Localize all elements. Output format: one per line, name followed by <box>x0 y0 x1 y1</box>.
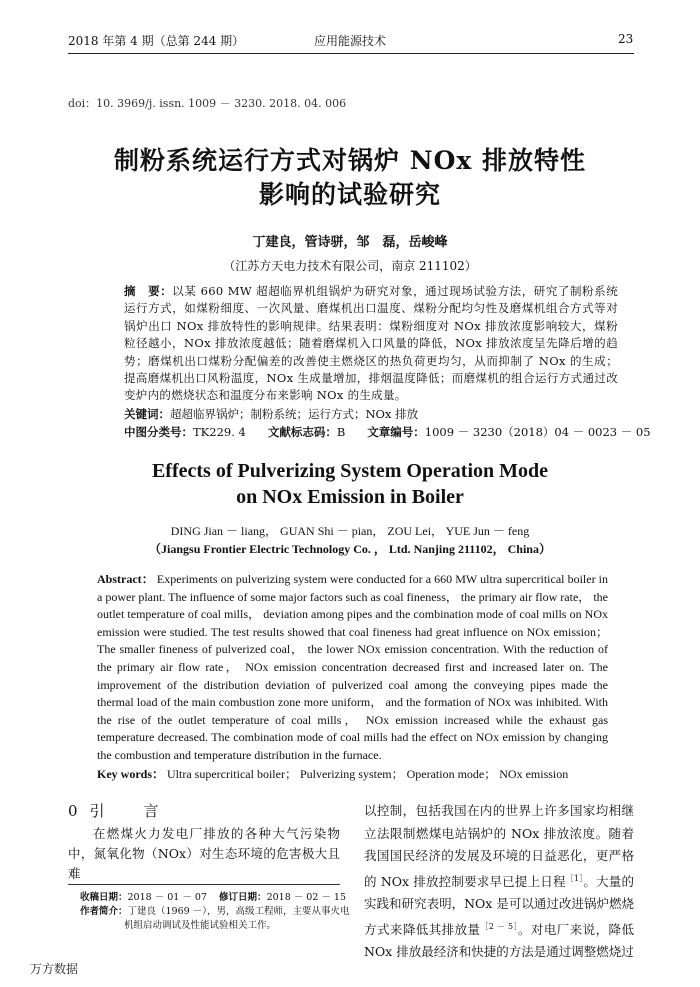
header-journal: 应用能源技术 <box>313 34 386 48</box>
revised-label: 修订日期： <box>219 892 267 903</box>
body-left-column <box>68 824 340 884</box>
received-date: 2018 － 01 － 07 <box>127 892 207 903</box>
section-heading <box>68 800 171 821</box>
keywords-en <box>97 765 617 782</box>
title-cn-line-1: 制粉系统运行方式对锅炉 NOx 排放特性 <box>114 146 586 175</box>
citation-ref-1: ［1］ <box>565 873 584 883</box>
clc-label: 中图分类号： <box>124 425 193 439</box>
doi: doi：10. 3969/j. issn. 1009 － 3230. 2018. 04. 006 <box>68 97 347 110</box>
footnote-dates <box>80 891 350 905</box>
doc-code-label: 文献标志码： <box>267 425 337 439</box>
keywords-cn-label: 关键词： <box>124 407 170 421</box>
received-label: 收稿日期： <box>80 892 128 903</box>
keywords-en-text: Ultra supercritical boiler； Pulverizing system； Operation mode； NOx emission <box>164 767 569 781</box>
header-rule <box>68 53 634 54</box>
abstract-cn-text: 以某 660 MW 超超临界机组锅炉为研究对象，通过现场试验方法，研究了制粉系统运行方式，如煤粉细度、一次风量、磨煤机出口温度、煤粉分配均匀性及磨煤机组合方式等对锅炉出口 NOx 排放特性的影响规律。结果表明：煤粉细度对 NOx 排放浓度影响较大，煤粉粒径越小，NOx 排放浓度越低；随着磨煤机入口风量的降低，NOx 排放浓度呈先降后增的趋势；磨煤机出口煤粉分配偏差的改善使主燃烧区的热负荷更均匀，从而抑制了 NOx 的生成；提高磨煤机出口风粉温度，NOx 生成量增加，排烟温度降低；而磨煤机的组合运行方式通过改变炉内的燃烧状态和温度分布来影响 NOx 的生成量。 <box>124 284 619 403</box>
body-right-part-3: 。对电厂来说，降低 NOx 排放最经济和快捷的方法是通过调整燃烧过 <box>364 921 634 960</box>
keywords-cn <box>124 406 618 423</box>
title-en-line-1: Effects of Pulverizing System Operation Mode <box>151 460 549 482</box>
body-right-part-2: 。大量的实践和研究表明，NOx 是可以通过改进锅炉燃烧方式来降低其排放量 <box>364 873 634 937</box>
footnote <box>80 891 350 933</box>
body-left-paragraph: 在燃煤火力发电厂排放的各种大气污染物中，氮氧化物（NOx）对生态环境的危害极大且难 <box>68 826 340 881</box>
body-right-part-1: 以控制，包括我国在内的世界上许多国家均相继立法限制燃煤电站锅炉的 NOx 排放浓度。随着我国国民经济的发展及环境的日益恶化，更严格的 NOx 排放控制要求早已提上日程 <box>364 803 634 889</box>
affiliation-en: （Jiangsu Frontier Electric Technology Co. ， Ltd. Nanjing 211102， China） <box>149 542 551 556</box>
title-en-line-2: on NOx Emission in Boiler <box>236 486 464 508</box>
author-bio-label: 作者简介： <box>80 906 128 917</box>
title-cn-line-2: 影响的试验研究 <box>258 180 441 209</box>
watermark: 万方数据 <box>30 962 79 976</box>
abstract-en-text: Experiments on pulverizing system were conducted for a 660 MW ultra supercritical boiler in a power plant. The influence of some major factors such as coal fineness， the primary air flow rate， the outlet temperature of coal mills， deviation among pipes and the combination mode of coal mills on NOx emission were studied. The test results showed that coal fineness had great influence on NOx emission； The smaller fineness of pulverized coal， the lower NOx emission concentration. With the reduction of the primary air flow rate， NOx emission concentration decreased first and increased later on. The improvement of the distribution deviation of pulverized coal among the conveying pipes made the thermal load of the main combustion zone more uniform， and the formation of NOx was inhibited. With the rise of the outlet temperature of coal mills， NOx emission increased while the exhaust gas temperature decreased. The combination mode of coal mills had the effect on NOx emission by changing the combustion and temperature distribution in the furnace. <box>97 572 608 762</box>
abstract-en-label: Abstract： <box>97 572 154 586</box>
footnote-author <box>80 905 350 919</box>
abstract-cn <box>124 283 618 405</box>
header-issue: 2018 年第 4 期（总第 244 期） <box>68 34 245 48</box>
footnote-rule <box>68 884 340 885</box>
classification-line <box>124 424 651 441</box>
article-number-label: 文章编号： <box>367 425 425 439</box>
article-number-value: 1009 － 3230（2018）04 － 0023 － 05 <box>424 425 651 439</box>
header-page-number: 23 <box>618 32 634 46</box>
authors-en: DING Jian － liang， GUAN Shi － pian， ZOU Lei， YUE Jun － feng <box>170 524 530 538</box>
abstract-en <box>97 571 608 765</box>
abstract-cn-label: 摘 要： <box>124 284 173 298</box>
authors-cn: 丁建良，管诗骈，邹 磊，岳峻峰 <box>252 235 448 250</box>
affiliation-cn: （江苏方天电力技术有限公司，南京 211102） <box>223 259 477 273</box>
clc-value: TK229. 4 <box>193 425 246 439</box>
citation-ref-2: ［2 － 5］ <box>480 921 518 931</box>
section-number: 0 <box>68 802 90 820</box>
keywords-en-label: Key words： <box>97 767 164 781</box>
author-bio-line-2: 机组启动调试及性能试验相关工作。 <box>124 920 277 931</box>
doc-code-value: B <box>336 425 346 439</box>
keywords-cn-text: 超超临界锅炉；制粉系统；运行方式；NOx 排放 <box>170 407 419 421</box>
author-bio-line-1: 丁建良（1969 －），男，高级工程师，主要从事火电 <box>127 906 350 917</box>
body-right-column <box>364 800 634 964</box>
revised-date: 2018 － 02 － 15 <box>266 892 346 903</box>
section-title: 引 言 <box>89 802 171 820</box>
